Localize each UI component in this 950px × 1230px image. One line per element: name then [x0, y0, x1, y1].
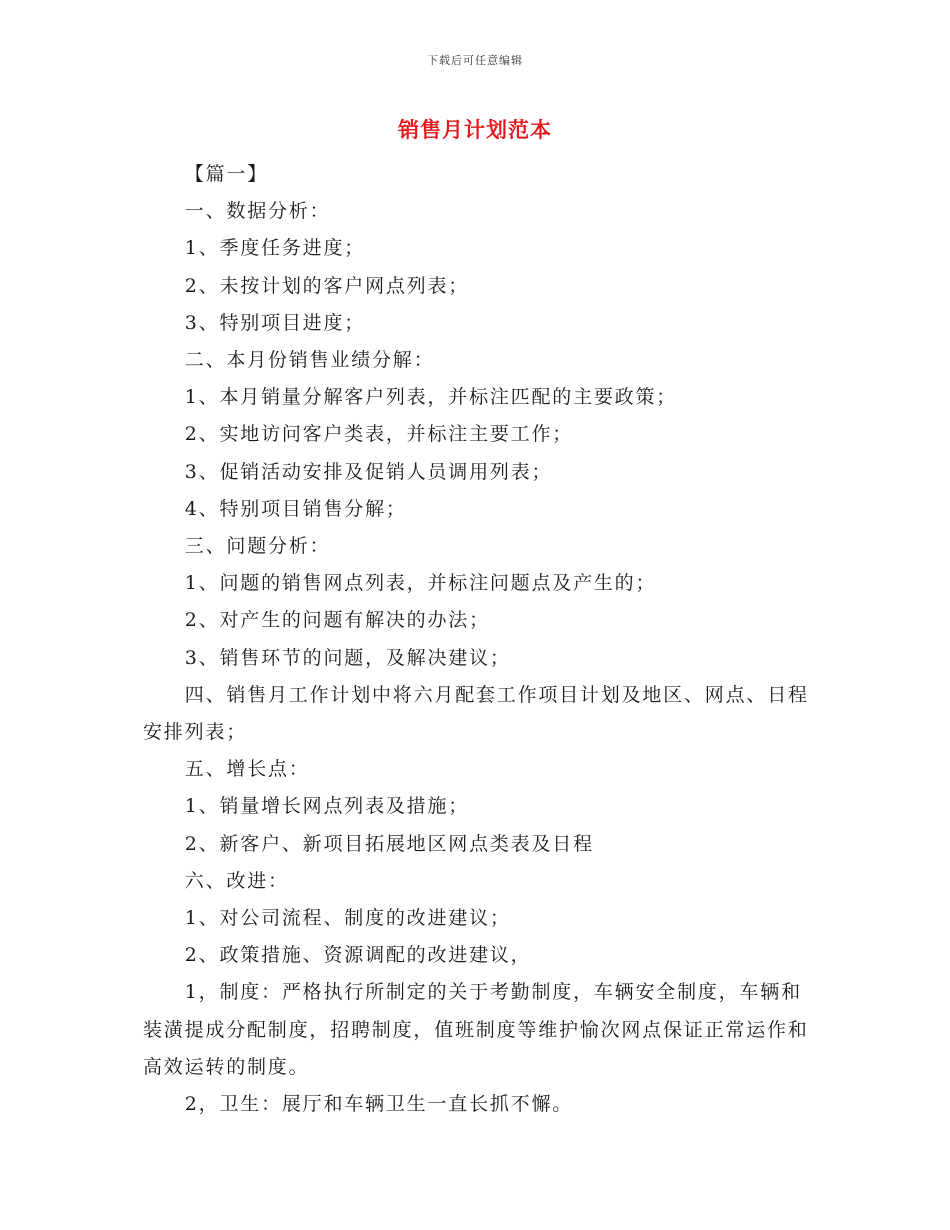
list-item: 3、促销活动安排及促销人员调用列表； — [184, 460, 553, 483]
list-item: 4、特别项目销售分解； — [184, 497, 407, 520]
list-item: 3、特别项目进度； — [184, 311, 366, 334]
section-heading: 二、本月份销售业绩分解： — [184, 349, 435, 372]
paragraph: 1，制度：严格执行所制定的关于考勤制度，车辆安全制度，车辆和装潢提成分配制度，招聘制度，值班制度等维护愉次网点保证正常运作和高效运转的制度。 — [143, 981, 809, 1078]
paragraph: 2，卫生：展厅和车辆卫生一直长抓不懈。 — [184, 1093, 574, 1116]
section-heading: 四、销售月工作计划中将六月配套工作项目计划及地区、网点、日程安排列表； — [143, 683, 809, 744]
list-item: 2、未按计划的客户网点列表； — [184, 274, 470, 297]
list-item: 2、实地访问客户类表，并标注主要工作； — [184, 423, 574, 446]
list-item: 2、政策措施、资源调配的改进建议， — [184, 944, 532, 967]
list-item: 1、本月销量分解客户列表，并标注匹配的主要政策； — [184, 386, 678, 409]
list-item: 2、新客户、新项目拓展地区网点类表及日程 — [184, 832, 594, 855]
list-item: 1、问题的销售网点列表，并标注问题点及产生的； — [184, 572, 657, 595]
page-header-note: 下载后可任意编辑 — [427, 54, 523, 67]
section-heading: 三、问题分析： — [184, 535, 331, 558]
list-item: 1、销量增长网点列表及措施； — [184, 795, 470, 818]
document-title: 销售月计划范本 — [398, 117, 552, 142]
section-heading: 五、增长点： — [184, 758, 310, 781]
list-item: 1、对公司流程、制度的改进建议； — [184, 907, 511, 930]
document-body — [143, 156, 811, 1123]
paragraph: 【篇一】 — [184, 163, 268, 185]
list-item: 3、销售环节的问题，及解决建议； — [184, 646, 511, 669]
section-heading: 六、改进： — [184, 869, 289, 892]
list-item: 1、季度任务进度； — [184, 237, 366, 260]
list-item: 2、对产生的问题有解决的办法； — [184, 609, 490, 632]
section-heading: 一、数据分析： — [184, 200, 331, 223]
